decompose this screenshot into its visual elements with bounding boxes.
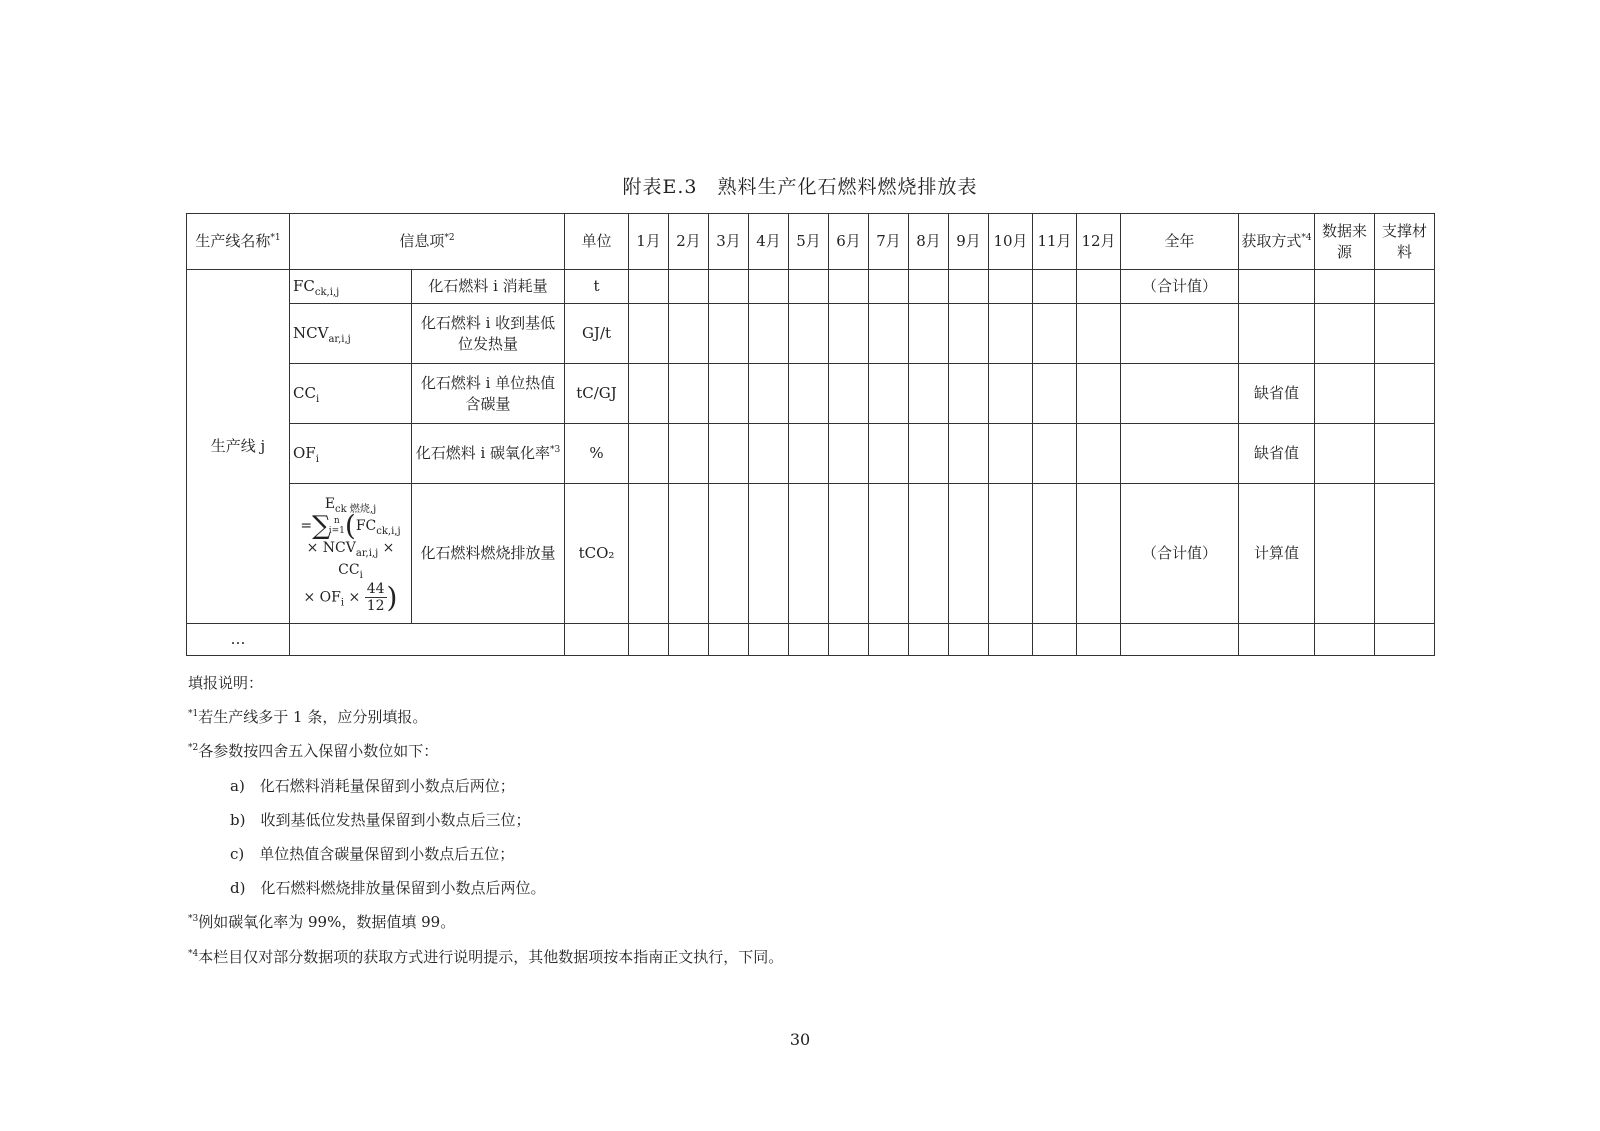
row-unit: GJ/t — [565, 304, 629, 364]
row-desc: 化石燃料燃烧排放量 — [412, 484, 565, 624]
header-month: 8月 — [909, 214, 949, 270]
header-line-name: 生产线名称$^{*1}$ — [187, 214, 290, 270]
header-source: 数据来源 — [1315, 214, 1375, 270]
row-full-year: （合计值） — [1121, 484, 1239, 624]
note-4: $^{*4}$本栏目仅对部分数据项的获取方式进行说明提示，其他数据项按本指南正文执行，下同。 — [188, 948, 784, 966]
row-full-year — [1121, 304, 1239, 364]
table-row — [187, 304, 1435, 364]
row-full-year: （合计值） — [1121, 270, 1239, 304]
note-2: $^{*2}$各参数按四舍五入保留小数位如下： — [188, 742, 439, 760]
note-2-item: a) 化石燃料消耗量保留到小数点后两位； — [230, 777, 515, 795]
row-full-year — [1121, 364, 1239, 424]
row-desc: 化石燃料 i 单位热值含碳量 — [412, 364, 565, 424]
row-code: $OF_i$ — [290, 424, 412, 484]
header-row — [187, 214, 1435, 270]
table-row — [187, 484, 1435, 624]
row-desc: 化石燃料 i 碳氧化率$^{*3}$ — [412, 424, 565, 484]
row-unit: % — [565, 424, 629, 484]
notes-heading: 填报说明： — [188, 674, 264, 692]
header-month: 12月 — [1077, 214, 1121, 270]
header-month: 6月 — [829, 214, 869, 270]
header-month: 4月 — [749, 214, 789, 270]
table-row — [187, 270, 1435, 304]
page-number: 30 — [789, 1030, 811, 1049]
row-method — [1239, 270, 1315, 304]
ellipsis: … — [187, 624, 290, 656]
row-unit: t — [565, 270, 629, 304]
header-month: 1月 — [629, 214, 669, 270]
header-full-year: 全年 — [1121, 214, 1239, 270]
row-full-year — [1121, 424, 1239, 484]
row-code: $NCV_{ar,i,j}$ — [290, 304, 412, 364]
row-method: 缺省值 — [1239, 364, 1315, 424]
header-month: 11月 — [1033, 214, 1077, 270]
note-2-item: c) 单位热值含碳量保留到小数点后五位； — [230, 845, 515, 863]
row-desc: 化石燃料 i 消耗量 — [412, 270, 565, 304]
table-title: 附表E.3 熟料生产化石燃料燃烧排放表 — [622, 176, 978, 198]
row-method — [1239, 304, 1315, 364]
emission-formula: $E_{ck 燃烧,j}$ =∑ n i=1 ($FC_{ck,i,j}$ × $NCV_{ar,i,j} \times CC_i$ × $OF_i$ × $\frac{44}{12}$ ) — [290, 484, 412, 624]
row-desc: 化石燃料 i 收到基低位发热量 — [412, 304, 565, 364]
header-month: 5月 — [789, 214, 829, 270]
header-month: 9月 — [949, 214, 989, 270]
header-month: 10月 — [989, 214, 1033, 270]
row-method: 计算值 — [1239, 484, 1315, 624]
row-code: $FC_{ck,i,j}$ — [290, 270, 412, 304]
production-line-label: 生产线 j — [187, 270, 290, 624]
row-method: 缺省值 — [1239, 424, 1315, 484]
header-method: 获取方式$^{*4}$ — [1239, 214, 1315, 270]
header-month: 2月 — [669, 214, 709, 270]
table-row — [187, 624, 1435, 656]
header-month: 3月 — [709, 214, 749, 270]
header-unit: 单位 — [565, 214, 629, 270]
row-unit: tCO₂ — [565, 484, 629, 624]
note-2-item: d) 化石燃料燃烧排放量保留到小数点后两位。 — [230, 879, 546, 897]
note-1: $^{*1}$若生产线多于 1 条，应分别填报。 — [188, 708, 428, 726]
note-2-item: b) 收到基低位发热量保留到小数点后三位； — [230, 811, 531, 829]
header-month: 7月 — [869, 214, 909, 270]
header-support: 支撑材料 — [1375, 214, 1435, 270]
row-code: $CC_i$ — [290, 364, 412, 424]
table-row — [187, 364, 1435, 424]
note-3: $^{*3}$例如碳氧化率为 99%，数据值填 99。 — [188, 913, 456, 931]
emission-table — [186, 213, 1435, 656]
table-row — [187, 424, 1435, 484]
row-unit: tC/GJ — [565, 364, 629, 424]
header-info-item: 信息项$^{*2}$ — [290, 214, 565, 270]
